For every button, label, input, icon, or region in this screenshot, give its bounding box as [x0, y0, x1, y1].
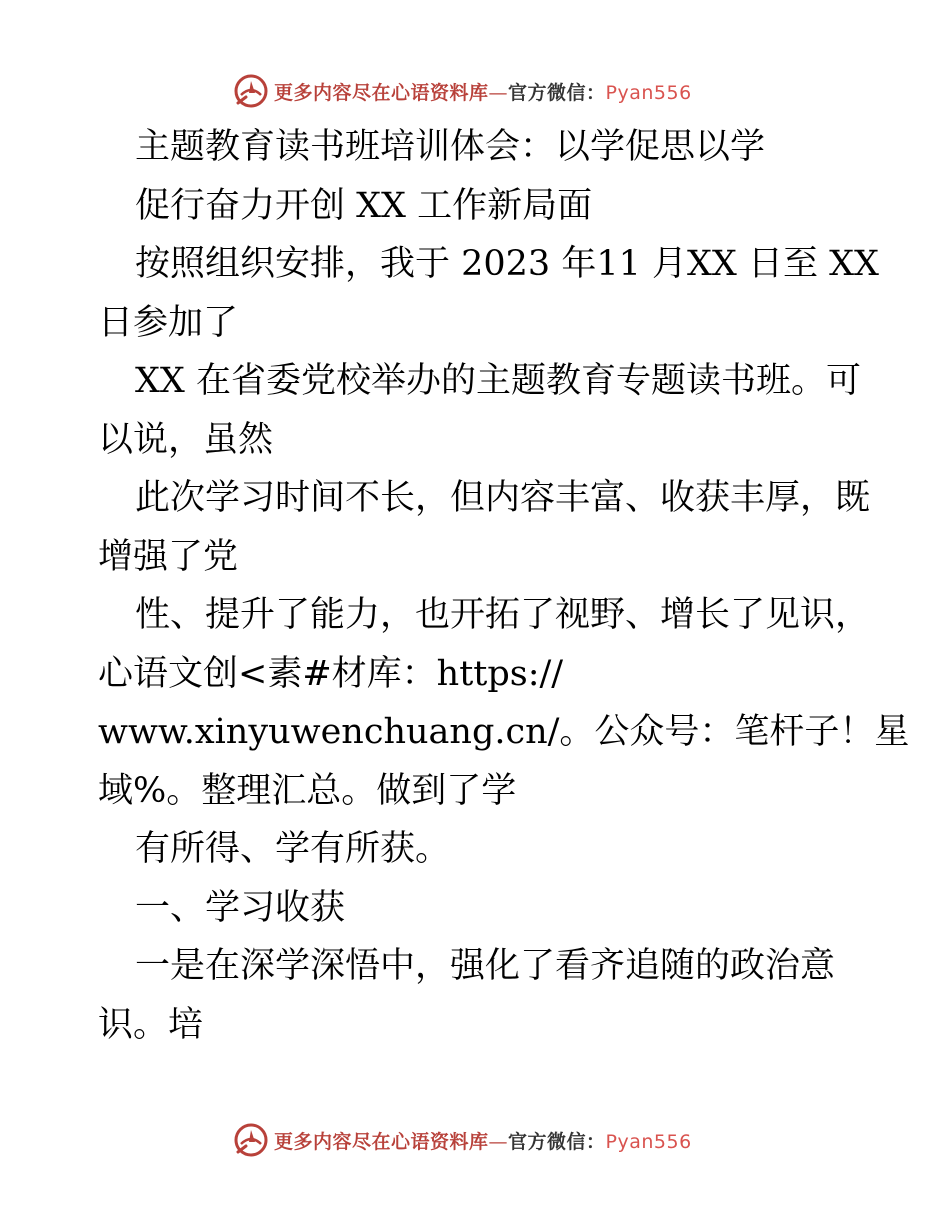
paragraph-line: 此次学习时间不长，但内容丰富、收获丰厚，既 [135, 478, 871, 518]
watermark-banner-top [0, 71, 950, 111]
paragraph-line: XX 在省委党校举办的主题教育专题读书班。可 [135, 361, 861, 401]
watermark-contact: Pyan556 [605, 1131, 692, 1153]
title-line-1: 主题教育读书班培训体会：以学促思以学 [135, 127, 766, 167]
paragraph-line: 识。培 [98, 1004, 204, 1045]
section-heading: 一、学习收获 [135, 887, 346, 928]
watermark-contact: Pyan556 [605, 82, 692, 104]
title-line-2: 促行奋力开创 XX 工作新局面 [135, 185, 593, 226]
book-pen-logo-icon [232, 73, 270, 109]
paragraph-line: 有所得、学有所获。 [135, 829, 451, 869]
paragraph-line: 日参加了 [98, 302, 239, 343]
watermark-text [274, 78, 692, 105]
watermark-label: 官方微信： [508, 82, 606, 104]
paragraph-line: 域%。整理汇总。做到了学 [98, 770, 517, 811]
paragraph-line: www.xinyuwenchuang.cn/。公众号：笔杆子！星 [98, 712, 910, 752]
paragraph-line: 一是在深学深悟中，强化了看齐追随的政治意 [135, 946, 836, 986]
watermark-text [274, 1127, 692, 1154]
watermark-label: 官方微信： [508, 1131, 606, 1153]
watermark-banner-bottom [0, 1120, 950, 1160]
watermark-main-text: 更多内容尽在心语资料库 [274, 82, 489, 104]
book-pen-logo-icon [232, 1122, 270, 1158]
watermark-dash: — [488, 82, 509, 104]
paragraph-line: 增强了党 [98, 536, 239, 577]
document-body [98, 118, 910, 1054]
paragraph-line: 心语文创<素#材库：https:// [98, 653, 564, 694]
watermark-dash: — [488, 1131, 509, 1153]
paragraph-line: 按照组织安排，我于 2023 年11 月XX 日至 XX [135, 244, 879, 284]
paragraph-line: 以说，虽然 [98, 419, 274, 460]
watermark-main-text: 更多内容尽在心语资料库 [274, 1131, 489, 1153]
paragraph-line: 性、提升了能力，也开拓了视野、增长了见识， [135, 595, 871, 635]
